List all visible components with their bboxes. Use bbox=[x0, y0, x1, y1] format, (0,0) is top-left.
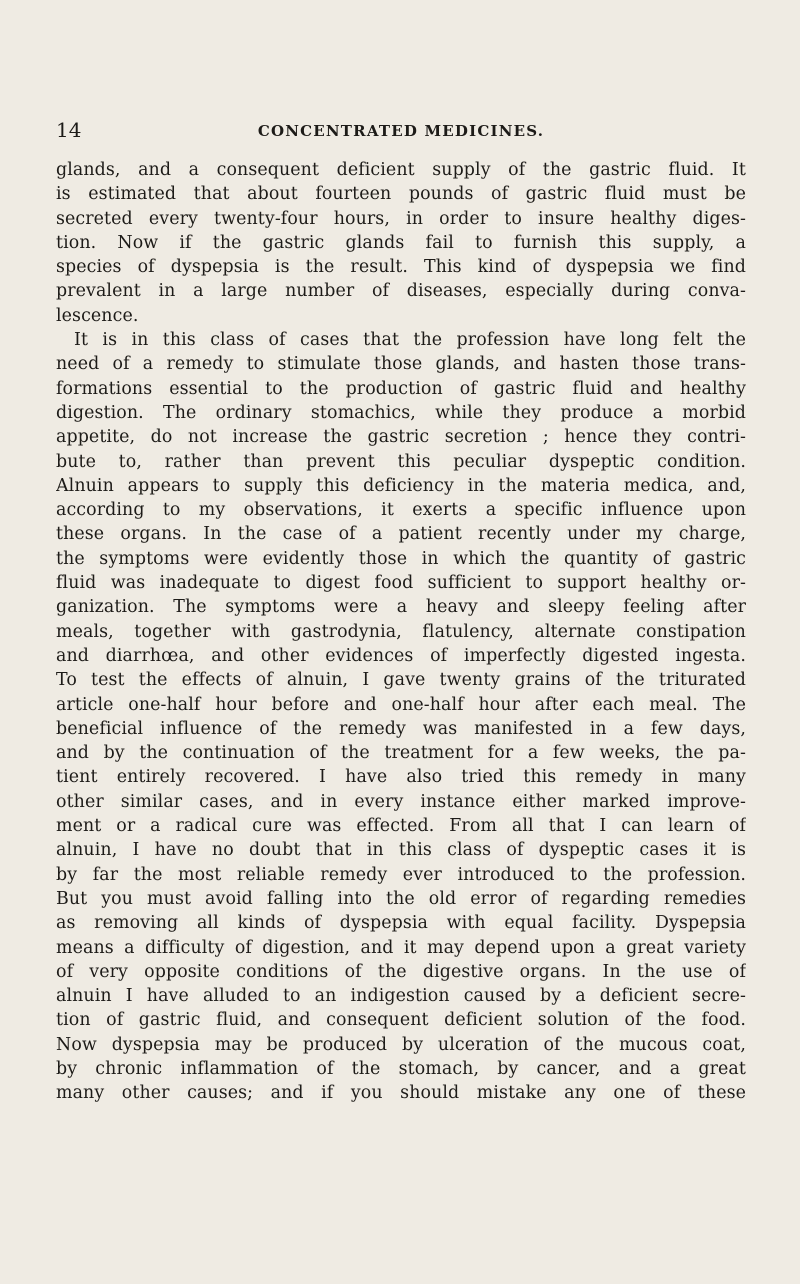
text-line: alnuin I have alluded to an indigestion caused by a deficient secre- bbox=[56, 986, 746, 1007]
text-line: bute to, rather than prevent this peculiar dyspeptic condition. bbox=[56, 451, 746, 472]
text-line: Alnuin appears to supply this deficiency in the materia medica, and, bbox=[56, 475, 746, 496]
text-line: fluid was inadequate to digest food sufficient to support healthy or- bbox=[56, 573, 746, 594]
text-line: meals, together with gastrodynia, flatulency, alternate constipation bbox=[56, 621, 746, 642]
text-line: as removing all kinds of dyspepsia with equal facility. Dyspepsia bbox=[56, 913, 746, 934]
text-line: ment or a radical cure was effected. From all that I can learn of bbox=[56, 816, 746, 837]
text-line: To test the effects of alnuin, I gave twenty grains of the triturated bbox=[56, 670, 746, 691]
text-line: article one-half hour before and one-half hour after each meal. The bbox=[56, 694, 746, 715]
text-line: beneficial influence of the remedy was manifested in a few days, bbox=[56, 718, 746, 739]
text-line: according to my observations, it exerts a specific influence upon bbox=[56, 500, 746, 521]
text-line: other similar cases, and in every instance either marked improve- bbox=[56, 791, 746, 812]
text-line: species of dyspepsia is the result. This kind of dyspepsia we find bbox=[56, 257, 746, 278]
text-line: tient entirely recovered. I have also tried this remedy in many bbox=[56, 767, 746, 788]
running-head bbox=[56, 118, 746, 142]
text-line: alnuin, I have no doubt that in this class of dyspeptic cases it is bbox=[56, 840, 746, 861]
text-line: tion of gastric fluid, and consequent deficient solution of the food. bbox=[56, 1010, 746, 1031]
text-line: secreted every twenty-four hours, in order to insure healthy diges- bbox=[56, 208, 746, 229]
page-number: 14 bbox=[56, 118, 82, 142]
text-line: and diarrhœa, and other evidences of imperfectly digested ingesta. bbox=[56, 645, 746, 666]
text-line: by chronic inflammation of the stomach, by cancer, and a great bbox=[56, 1058, 746, 1079]
text-line: glands, and a consequent deficient supply of the gastric fluid. It bbox=[56, 160, 746, 180]
text-line: of very opposite conditions of the digestive organs. In the use of bbox=[56, 961, 746, 982]
text-line: and by the continuation of the treatment for a few weeks, the pa- bbox=[56, 743, 746, 764]
text-line: many other causes; and if you should mistake any one of these bbox=[56, 1083, 746, 1104]
text-line: It is in this class of cases that the profession have long felt the bbox=[74, 330, 746, 351]
text-line: digestion. The ordinary stomachics, while they produce a morbid bbox=[56, 402, 746, 423]
text-line: Now dyspepsia may be produced by ulceration of the mucous coat, bbox=[56, 1034, 746, 1055]
body-text bbox=[56, 158, 746, 1106]
text-line: means a difficulty of digestion, and it may depend upon a great variety bbox=[56, 937, 746, 958]
text-line: prevalent in a large number of diseases, especially during conva- bbox=[56, 281, 746, 302]
text-line: by far the most reliable remedy ever introduced to the profession. bbox=[56, 864, 746, 885]
text-line: ganization. The symptoms were a heavy and sleepy feeling after bbox=[56, 597, 746, 618]
text-line: formations essential to the production of gastric fluid and healthy bbox=[56, 378, 746, 399]
text-line: is estimated that about fourteen pounds of gastric fluid must be bbox=[56, 184, 746, 205]
text-line: these organs. In the case of a patient recently under my charge, bbox=[56, 524, 746, 545]
text-line: need of a remedy to stimulate those glands, and hasten those trans- bbox=[56, 354, 746, 375]
text-line: appetite, do not increase the gastric secretion ; hence they contri- bbox=[56, 427, 746, 448]
running-title: CONCENTRATED MEDICINES. bbox=[257, 122, 545, 140]
text-line: lescence. bbox=[56, 305, 139, 326]
text-line: But you must avoid falling into the old error of regarding remedies bbox=[56, 888, 746, 909]
text-line: tion. Now if the gastric glands fail to furnish this supply, a bbox=[56, 232, 746, 253]
text-line: the symptoms were evidently those in which the quantity of gastric bbox=[56, 548, 746, 569]
